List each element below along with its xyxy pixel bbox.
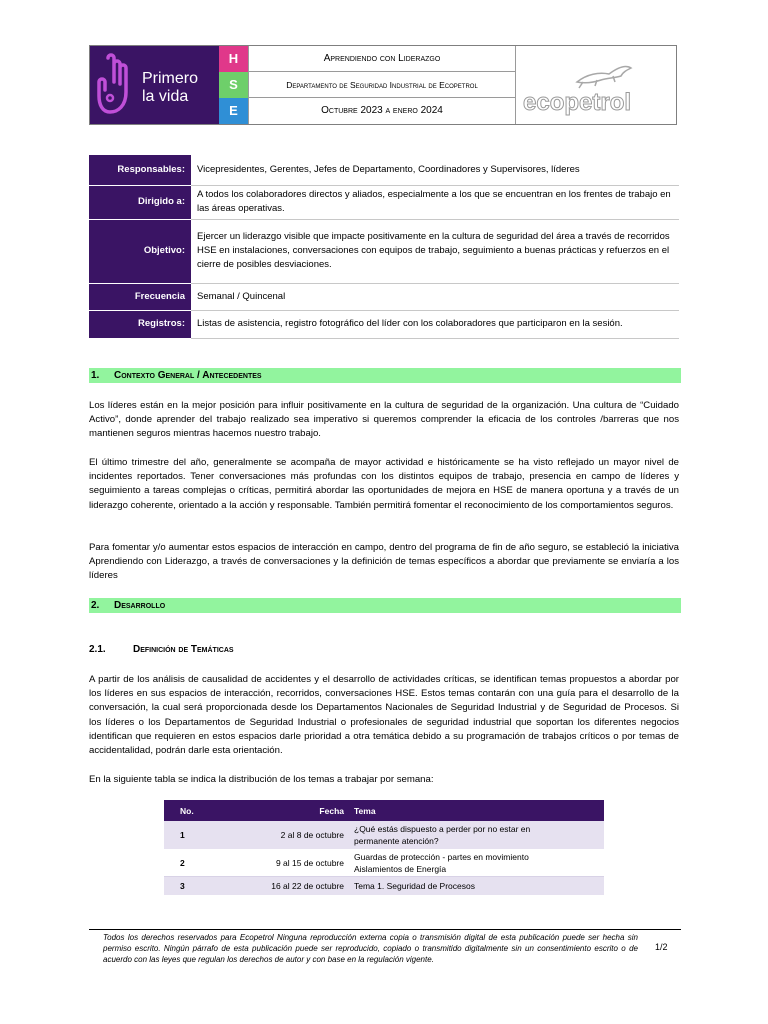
subsection-heading xyxy=(89,644,234,655)
header-period: Octubre 2023 a enero 2024 xyxy=(248,98,516,124)
table-row xyxy=(164,821,604,849)
ecopetrol-logo xyxy=(517,46,676,124)
info-value: Vicepresidentes, Gerentes, Jefes de Departamento, Coordinadores y Supervisores, líderes xyxy=(191,155,679,185)
paragraph: A partir de los análisis de causalidad de accidentes y el desarrollo de actividades críticas, se identifican temas propuestos a abordar por los líderes en sus espacios de interacción, recorridos, conversaciones HSE. Estos temas contarán con una guía para el desarrollo de la conversación, la cual será proporcionada desde los Departamentos Nacionales de Seguridad Industrial y de Seguridad de Procesos. Si los líderes o los Departamentos de Seguridad Industrial o profesionales de seguridad industrial que soportan los diferentes negocios identifican que requieren en estos espacios darle prioridad a otra temática debido a su programación de trabajos críticos o por temas de accidentalidad, podrán darle esta orientación. xyxy=(89,674,679,757)
info-row-frecuencia xyxy=(89,283,679,310)
tema-line: Aislamientos de Energía xyxy=(354,863,447,874)
iguana-icon xyxy=(517,46,676,124)
info-label: Objetivo: xyxy=(89,219,191,283)
brand-text xyxy=(142,70,198,106)
header-program-title: Aprendiendo con Liderazgo xyxy=(248,46,516,72)
paragraph: Los líderes están en la mejor posición para influir positivamente en la cultura de seguridad de la organización. Una cultura de “Cuidado Activo”, donde aprender del trabajo realizado sea imperativo si queremos comprender la eficacia de los controles /barreras que nos mantienen seguros mientras hacemos nuestro trabajo. xyxy=(89,400,679,440)
cell-tema xyxy=(350,849,604,876)
page-number: 1/2 xyxy=(655,942,668,952)
hse-s: S xyxy=(219,72,248,98)
info-label: Frecuencia xyxy=(89,283,191,310)
cell-no: 2 xyxy=(164,849,231,876)
hand-icon xyxy=(96,52,136,118)
info-row-dirigido xyxy=(89,185,679,219)
hse-e: E xyxy=(219,98,248,124)
info-value: Ejercer un liderazgo visible que impacte positivamente en la cultura de seguridad del área a través de recorridos HSE en instalaciones, conversaciones con equipos de trabajo, seguimiento a buenas prácticas y refuerzos en el cierre de posibles desviaciones. xyxy=(191,219,679,283)
info-label: Registros: xyxy=(89,310,191,338)
document-header xyxy=(89,45,677,125)
col-header-tema: Tema xyxy=(350,800,604,821)
section-heading-1 xyxy=(89,368,681,383)
cell-no: 1 xyxy=(164,821,231,849)
footer-divider xyxy=(89,929,681,930)
info-label: Dirigido a: xyxy=(89,185,191,219)
brand-line1: Primero xyxy=(142,70,199,87)
footer-disclaimer: Todos los derechos reservados para Ecopetrol Ninguna reproducción externa copia o transmisión digital de esta publicación puede ser hecha sin permiso escrito. Ningún párrafo de esta publicación puede ser reproducido, copiado o transmitido digitalmente sin un consentimiento escrito o de acuerdo con las leyes que regulan los derechos de autor y con base en la regulación vigente. xyxy=(103,933,638,965)
cell-fecha: 2 al 8 de octubre xyxy=(231,821,350,849)
tema-line: permanente atención? xyxy=(354,835,439,846)
info-value: Semanal / Quincenal xyxy=(191,283,679,310)
col-header-fecha: Fecha xyxy=(231,800,350,821)
ecopetrol-wordmark: ecopetrol xyxy=(523,89,632,116)
subsection-number: 2.1. xyxy=(89,644,106,655)
col-header-no: No. xyxy=(164,800,231,821)
tema-line: Guardas de protección - partes en movimiento xyxy=(354,851,529,862)
info-row-objetivo xyxy=(89,219,679,283)
primero-la-vida-logo xyxy=(90,46,219,124)
hse-h: H xyxy=(219,46,248,72)
header-department: Departamento de Seguridad Industrial de Ecopetrol xyxy=(248,72,516,98)
section-title: Contexto General / Antecedentes xyxy=(114,370,262,381)
paragraph: El último trimestre del año, generalmente se acompaña de mayor actividad e históricamente se ha visto reflejado un mayor nivel de incidentes reportados. Tener conversaciones más profundas con los distintos equipos de trabajo, presencia en campo de líderes y seguimiento a tareas complejas o críticas, permitirá abordar las oportunidades de mejora en HSE de manera oportuna y a través de un liderazgo coherente, orientado a la acción y responsable. También permitirá fomentar el reconocimiento de los comportamientos seguros. xyxy=(89,457,679,511)
topics-table xyxy=(164,800,604,896)
cell-fecha: 9 al 15 de octubre xyxy=(231,849,350,876)
brand-line2: la vida xyxy=(142,88,189,105)
cell-tema xyxy=(350,821,604,849)
info-row-registros xyxy=(89,310,679,338)
info-table xyxy=(89,155,679,339)
info-label: Responsables: xyxy=(89,155,191,185)
cell-no: 3 xyxy=(164,876,231,895)
table-row xyxy=(164,849,604,876)
paragraph: Para fomentar y/o aumentar estos espacios de interacción en campo, dentro del programa de fin de año seguro, se estableció la iniciativa Aprendiendo con Liderazgo, a través de conversaciones y la definición de temas específicos a abordar que previamente se enviaría a los líderes xyxy=(89,542,679,582)
subsection-title: Definición de Temáticas xyxy=(133,644,234,655)
info-row-responsables xyxy=(89,155,679,185)
section-number: 2. xyxy=(91,600,100,611)
info-value: A todos los colaboradores directos y aliados, especialmente a los que se encuentran en los frentes de trabajo en las áreas operativas. xyxy=(191,185,679,219)
section-number: 1. xyxy=(91,370,100,381)
paragraph: En la siguiente tabla se indica la distribución de los temas a trabajar por semana: xyxy=(89,774,434,785)
info-value: Listas de asistencia, registro fotográfico del líder con los colaboradores que participaron en la sesión. xyxy=(191,310,679,338)
cell-fecha: 16 al 22 de octubre xyxy=(231,876,350,895)
section-title: Desarrollo xyxy=(114,600,166,611)
hse-badge xyxy=(219,46,248,124)
tema-line: ¿Qué estás dispuesto a perder por no estar en xyxy=(354,823,531,834)
section-heading-2 xyxy=(89,598,681,613)
cell-tema: Tema 1. Seguridad de Procesos xyxy=(350,876,604,895)
topics-header-row xyxy=(164,800,604,821)
table-row xyxy=(164,876,604,895)
